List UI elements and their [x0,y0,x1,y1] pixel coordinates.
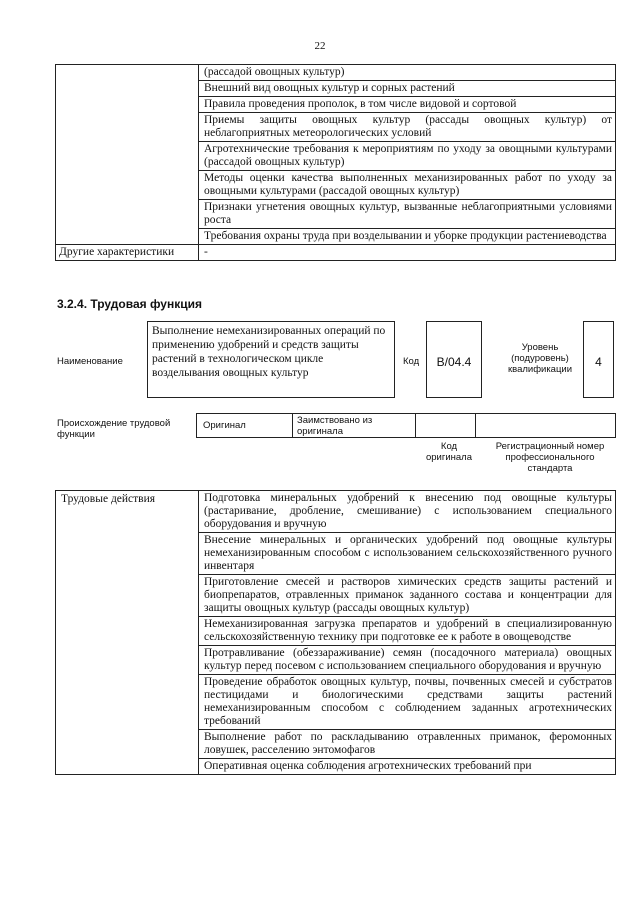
labor-actions-label: Трудовые действия [56,491,199,775]
origin-borrowed-cell: Заимствовано из оригинала [293,414,416,438]
knowledge-table [55,64,616,261]
table-cell: Оперативная оценка соблюдения агротехнических требований при [199,759,616,775]
table-cell: Выполнение работ по раскладыванию отравленных приманок, феромонных ловушек, расселению энтомофагов [199,730,616,759]
page-number: 22 [314,40,326,52]
table-cell: Немеханизированная загрузка препаратов и удобрений в специализированную сельскохозяйственную технику при подготовке ее к работе в овощеводстве [199,617,616,646]
caption-registration-number: Регистрационный номер профессионального стандарта [495,441,605,474]
table-cell: Внесение минеральных и органических удобрений под овощные культуры немеханизированным способом с использованием сельскохозяйственного ручного инвентаря [199,533,616,575]
origin-label: Происхождение трудовой функции [57,418,171,440]
qualification-level-box: 4 [583,321,614,398]
table-row [56,491,616,533]
function-name-box: Выполнение немеханизированных операций по применению удобрений и средств защиты растений в технологическом цикле возделывания овощных культур [147,321,395,398]
table-cell: Приемы защиты овощных культур (рассады овощных культур) от неблагоприятных метеорологических условий [199,113,616,142]
table-cell: Проведение обработок овощных культур, почвы, почвенных смесей и субстратов пестицидами и биологическими средствами защиты растений немеханизированным способом с соблюдением заданных агротехнических требований [199,675,616,730]
table-cell: Методы оценки качества выполненных механизированных работ по уходу за овощными культурами (рассадой овощных культур) [199,171,616,200]
origin-original-cell: Оригинал [197,414,293,438]
table-cell: Протравливание (обеззараживание) семян (посадочного материала) овощных культур перед посевом с использованием специального оборудования и вручную [199,646,616,675]
table-cell: (рассадой овощных культур) [199,65,616,81]
other-characteristics-label: Другие характеристики [56,245,199,261]
function-code-box: B/04.4 [426,321,482,398]
labor-actions-table [55,490,616,775]
code-label: Код [403,356,420,367]
name-label: Наименование [57,356,123,367]
table-cell: Требования охраны труда при возделывании и уборке продукции растениеводства [199,229,616,245]
table-cell: Подготовка минеральных удобрений к внесению под овощные культуры (растаривание, дробление, смешивание) с использованием специального оборудования и вручную [199,491,616,533]
other-characteristics-value: - [199,245,616,261]
table-row [56,65,616,81]
origin-code-cell [416,414,476,438]
table-cell: Агротехнические требования к мероприятиям по уходу за овощными культурами (рассадой овощных культур) [199,142,616,171]
level-label: Уровень (подуровень) квалификации [507,342,573,375]
origin-table [196,413,616,438]
table-cell: Правила проведения прополок, в том числе видовой и сортовой [199,97,616,113]
origin-reg-cell [476,414,616,438]
table-cell: Внешний вид овощных культур и сорных растений [199,81,616,97]
table-cell: Приготовление смесей и растворов химических средств защиты растений и биопрепаратов, отравленных приманок заданного состава и концентрации для защиты овощных культур (рассады овощных культур) [199,575,616,617]
section-heading: 3.2.4. Трудовая функция [57,297,202,311]
table-row [56,245,616,261]
caption-original-code: Код оригинала [425,441,472,463]
table-cell: Признаки угнетения овощных культур, вызванные неблагоприятными условиями роста [199,200,616,229]
